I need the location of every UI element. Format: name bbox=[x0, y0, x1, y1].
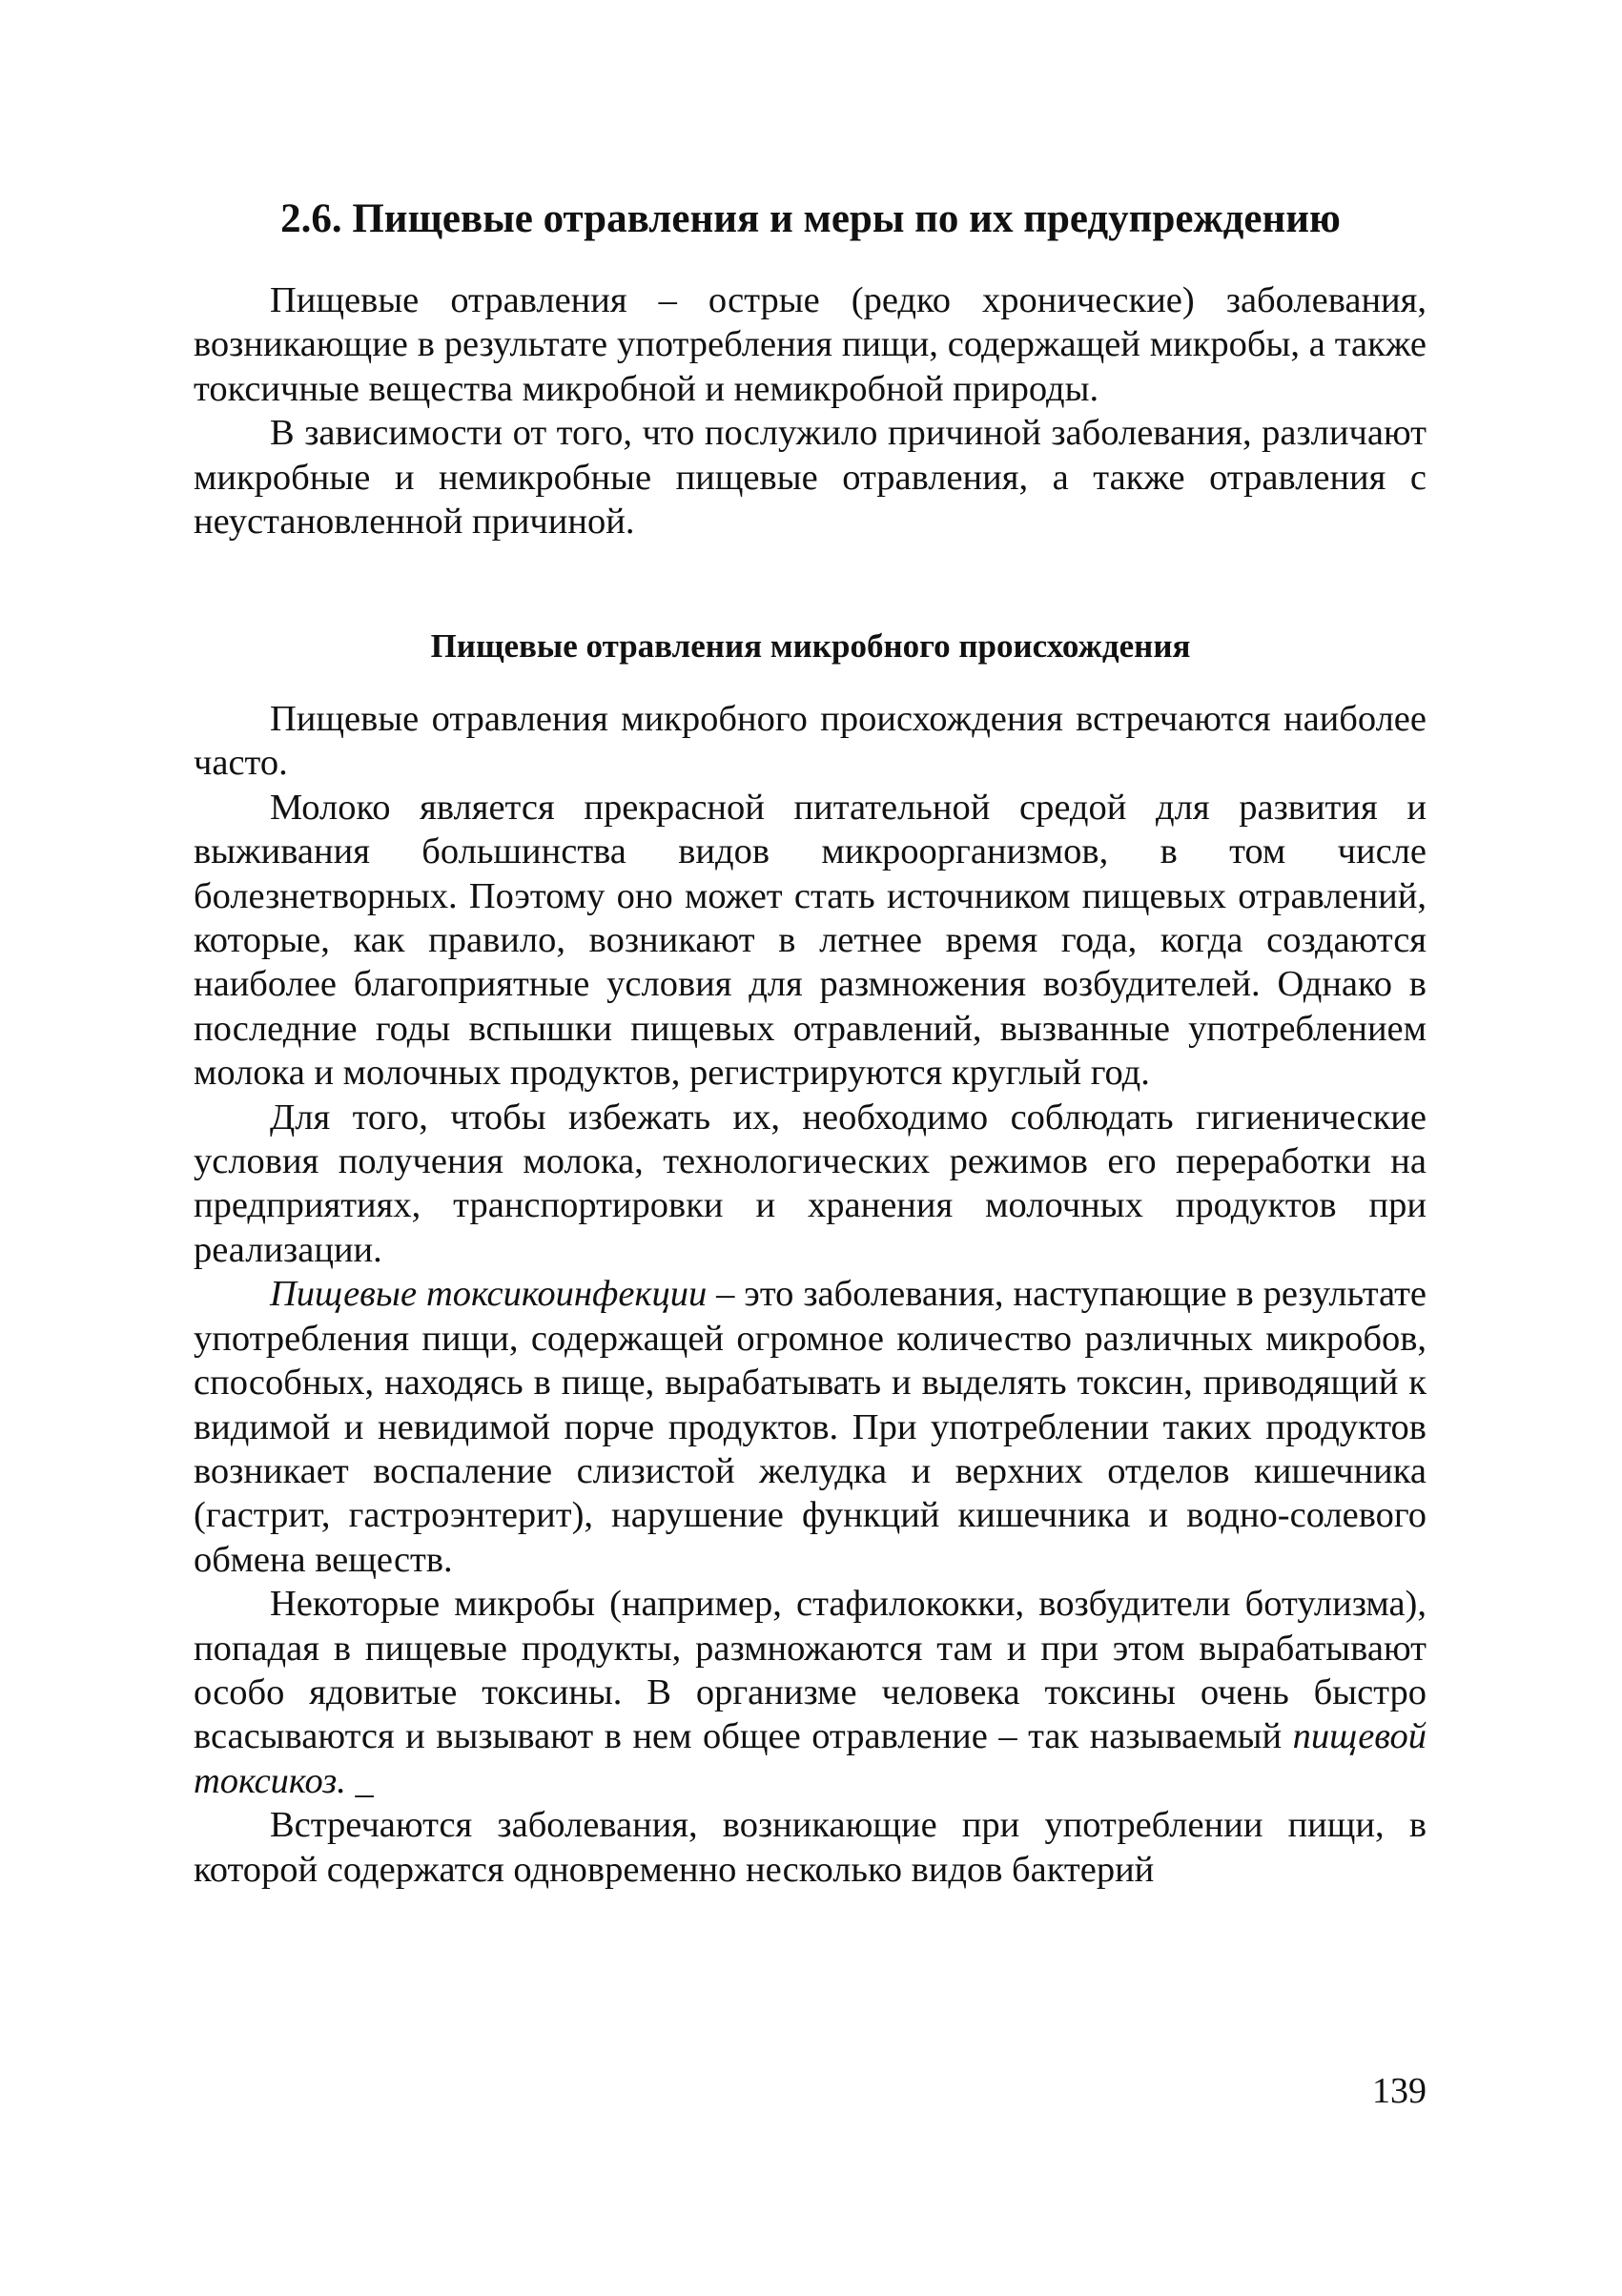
term-food-toxicosis: пищевой токсикоз. bbox=[194, 1716, 1427, 1801]
intro-block bbox=[194, 278, 1427, 543]
toxicosis-trailing-mark: _ bbox=[345, 1760, 374, 1801]
term-toxicoinfections: Пищевые токсикоинфекции bbox=[270, 1274, 708, 1315]
intro-paragraph-1: Пищевые отравления – острые (редко хронические) заболевания, возникающие в результате употребления пищи, содержащей микробы, а также токсичные вещества микробной и немикробной природы. bbox=[194, 280, 1427, 409]
paragraph-mixed-bacteria: Встречаются заболевания, возникающие при употреблении пищи, в которой содержатся одновременно несколько видов бактерий bbox=[194, 1805, 1427, 1890]
paragraph-toxicoinfections bbox=[194, 1272, 1427, 1582]
paragraph-milk-medium: Молоко является прекрасной питательной средой для развития и выживания большинства видов микроорганизмов, в том числе болезнетворных. Поэтому оно может стать источником пищевых отравлений, которые, как правило, возникают в летнее время года, когда создаются наиболее благоприятные условия для размножения возбудителей. Однако в последние годы вспышки пищевых отравлений, вызванные употреблением молока и молочных продуктов, регистрируются круглый год. bbox=[194, 787, 1427, 1094]
page-number: 139 bbox=[1372, 2071, 1427, 2111]
subsection-title: Пищевые отравления микробного происхождения bbox=[430, 627, 1191, 665]
paragraph-hygiene-conditions: Для того, чтобы избежать их, необходимо соблюдать гигиенические условия получения молока, технологических режимов его переработки на предприятиях, транспортировки и хранения молочных продуктов при реализации. bbox=[194, 1097, 1427, 1270]
toxicosis-text: Некоторые микробы (например, стафилококки, возбудители ботулизма), попадая в пищевые продукты, размножаются там и при этом вырабатывают особо ядовитые токсины. В организме человека токсины очень быстро всасываются и вызывают в нем общее отравление – так называемый bbox=[194, 1584, 1427, 1757]
subsection-body bbox=[194, 697, 1427, 1892]
section-title: 2.6. Пищевые отравления и меры по их предупреждению bbox=[280, 196, 1341, 241]
paragraph-microbial-frequency: Пищевые отравления микробного происхождения встречаются наиболее часто. bbox=[194, 699, 1427, 784]
paragraph-toxicosis bbox=[194, 1582, 1427, 1803]
intro-paragraph-2: В зависимости от того, что послужило причиной заболевания, различают микробные и немикробные пищевые отравления, а также отравления с неустановленной причиной. bbox=[194, 413, 1427, 543]
toxicoinfections-definition: – это заболевания, наступающие в результате употребления пищи, содержащей огромное количество различных микробов, способных, находясь в пище, вырабатывать и выделять токсин, приводящий к видимой и невидимой порче продуктов. При употреблении таких продуктов возникает воспаление слизистой желудка и верхних отделов кишечника (гастрит, гастроэнтерит), нарушение функций кишечника и водно-солевого обмена веществ. bbox=[194, 1274, 1427, 1580]
